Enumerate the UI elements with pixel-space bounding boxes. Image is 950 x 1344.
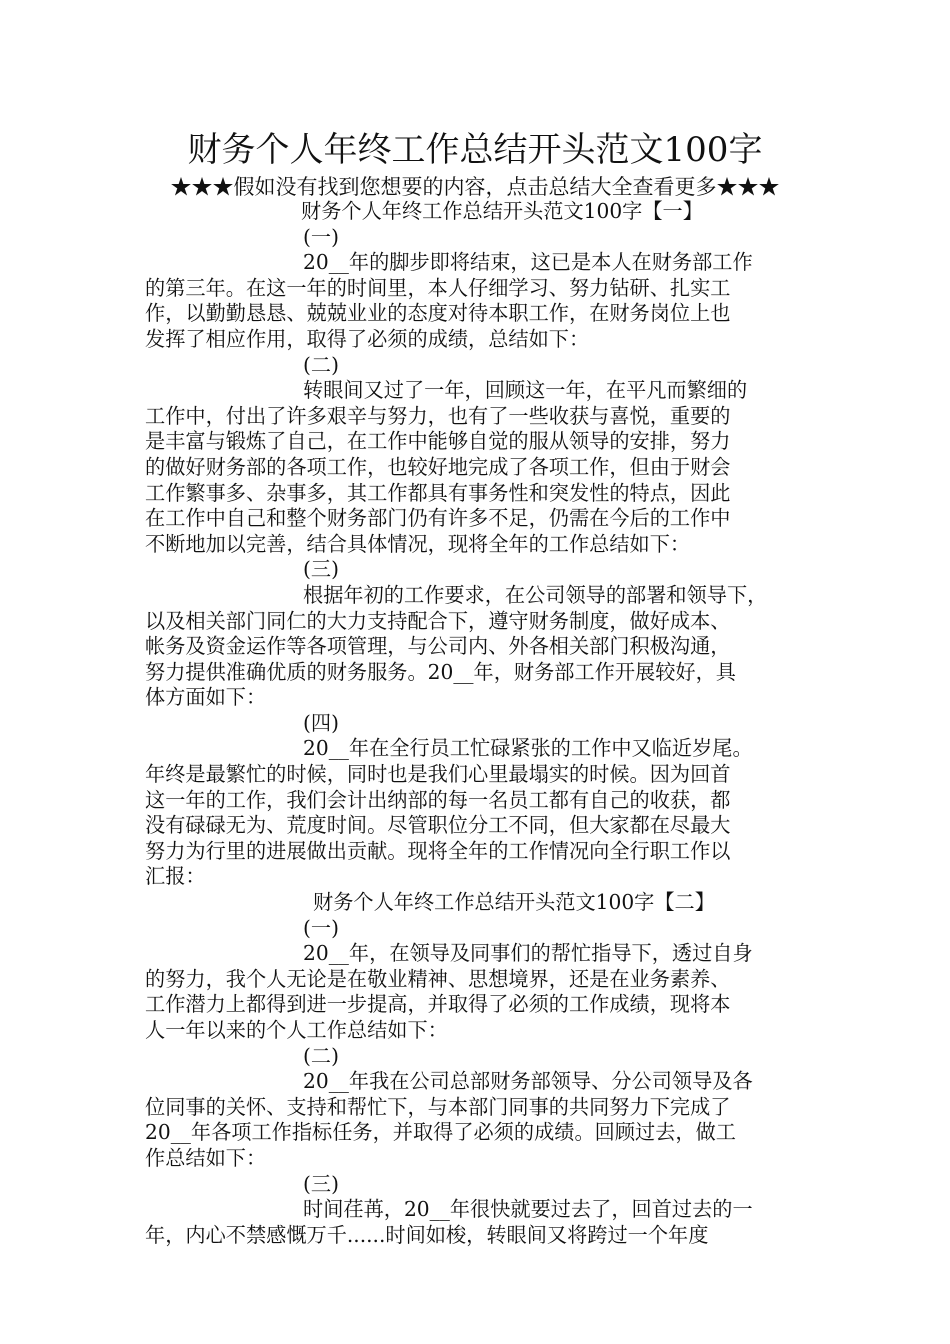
document-title: 财务个人年终工作总结开头范文100字: [187, 130, 763, 170]
paragraph-marker: (二): [303, 1043, 339, 1068]
paragraph-line: 工作潜力上都得到进一步提高，并取得了必须的工作成绩，现将本: [145, 992, 731, 1017]
paragraph-line: 20__年各项工作指标任务，并取得了必须的成绩。回顾过去，做工: [145, 1120, 736, 1145]
paragraph-line: 努力为行里的进展做出贡献。现将全年的工作情况向全行职工作以: [145, 838, 731, 863]
paragraph-line: 是丰富与锻炼了自己，在工作中能够自觉的服从领导的安排，努力: [145, 429, 731, 454]
paragraph-line: 在工作中自己和整个财务部门仍有许多不足，仍需在今后的工作中: [145, 506, 731, 531]
paragraph-line: 体方面如下：: [145, 685, 267, 710]
paragraph-line: 努力提供准确优质的财务服务。20__年，财务部工作开展较好，具: [145, 659, 736, 684]
paragraph-line: 20__年的脚步即将结束，这已是本人在财务部工作: [303, 250, 753, 275]
document-body: [145, 199, 810, 1248]
paragraph-line: 帐务及资金运作等各项管理，与公司内、外各相关部门积极沟通，: [145, 634, 731, 659]
paragraph-marker: (三): [303, 557, 339, 582]
paragraph-line: 这一年的工作，我们会计出纳部的每一名员工都有自己的收获，都: [145, 787, 731, 812]
paragraph-line: 发挥了相应作用，取得了必须的成绩，总结如下：: [145, 326, 590, 351]
paragraph-line: 工作中，付出了许多艰辛与努力，也有了一些收获与喜悦，重要的: [145, 403, 731, 428]
paragraph-line: 的努力，我个人无论是在敬业精神、思想境界，还是在业务素养、: [145, 966, 731, 991]
paragraph-marker: (四): [303, 710, 339, 735]
paragraph-line: 时间荏苒，20__年很快就要过去了，回首过去的一: [303, 1197, 753, 1222]
paragraph-line: 年，内心不禁感慨万千......时间如梭，转眼间又将跨过一个年度: [145, 1222, 709, 1247]
paragraph-marker: (三): [303, 1171, 339, 1196]
section-heading-1: 财务个人年终工作总结开头范文100字【一】: [301, 199, 703, 223]
paragraph-line: 的做好财务部的各项工作，也较好地完成了各项工作，但由于财会: [145, 454, 731, 479]
paragraph-marker: (一): [303, 915, 339, 940]
paragraph-line: 不断地加以完善，结合具体情况，现将全年的工作总结如下：: [145, 531, 691, 556]
paragraph-line: 的第三年。在这一年的时间里，本人仔细学习、努力钻研、扎实工: [145, 275, 731, 300]
paragraph-line: 人一年以来的个人工作总结如下：: [145, 1018, 448, 1042]
paragraph-line: 作总结如下：: [145, 1145, 267, 1170]
paragraph-line: 以及相关部门同仁的大力支持配合下，遵守财务制度，做好成本、: [145, 608, 731, 633]
paragraph-line: 年终是最繁忙的时候，同时也是我们心里最塌实的时候。因为回首: [145, 762, 731, 787]
paragraph-marker: (一): [303, 224, 339, 249]
paragraph-line: 作，以勤勤恳恳、兢兢业业的态度对待本职工作，在财务岗位上也: [145, 301, 731, 326]
paragraph-line: 工作繁事多、杂事多，其工作都具有事务性和突发性的特点，因此: [145, 480, 731, 505]
paragraph-line: 汇报：: [145, 864, 206, 889]
paragraph-line: 没有碌碌无为、荒度时间。尽管职位分工不同，但大家都在尽最大: [145, 813, 731, 838]
paragraph-line: 20__年，在领导及同事们的帮忙指导下，透过自身: [303, 941, 753, 966]
paragraph-line: 转眼间又过了一年，回顾这一年，在平凡而繁细的: [303, 378, 748, 403]
section-heading-2: 财务个人年终工作总结开头范文100字【二】: [313, 890, 715, 915]
paragraph-marker: (二): [303, 352, 339, 377]
paragraph-line: 根据年初的工作要求，在公司领导的部署和领导下，: [303, 582, 768, 607]
more-content-banner[interactable]: ★★★假如没有找到您想要的内容，点击总结大全查看更多★★★: [170, 175, 780, 199]
paragraph-line: 20__年我在公司总部财务部领导、分公司领导及各: [303, 1069, 753, 1094]
paragraph-line: 20__年在全行员工忙碌紧张的工作中又临近岁尾。: [303, 736, 753, 761]
paragraph-line: 位同事的关怀、支持和帮忙下，与本部门同事的共同努力下完成了: [145, 1094, 731, 1119]
